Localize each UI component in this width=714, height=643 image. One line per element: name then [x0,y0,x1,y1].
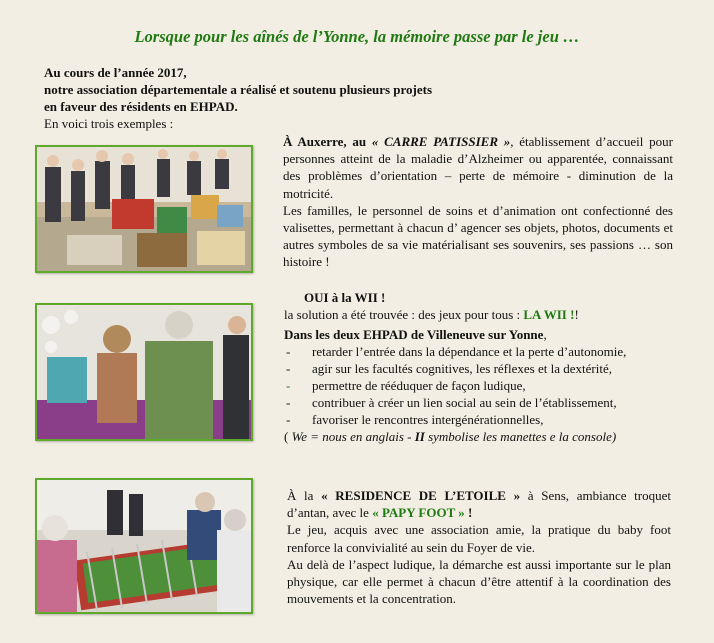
intro-line-1: Au cours de l’année 2017, [44,65,187,80]
section3-lead: À la [287,488,322,503]
intro-line-4: En voici trois exemples : [44,116,174,131]
list-item: - favoriser le rencontres intergénérationnelles, [286,412,544,427]
intro-line-2: notre association départementale a réalisé et soutenu plusieurs projets [44,82,433,97]
intro-line-3: en faveur des résidents en EHPAD. [44,99,238,114]
intro-block [44,64,432,132]
section-carre-patissier [283,133,673,271]
section1-paragraph-2: Les familles, le personnel de soins et d’animation ont confectionné des valisettes, permettant à chacun d’ agencer ses objets, photos, documents et autres symboles de sa vie matérialisant ses souvenirs, ses passions … son histoire ! [283,202,673,270]
photo-papy-foot [35,478,253,614]
section2-header: OUI à la WII ! [304,290,386,305]
section2-solution: la solution a été trouvée : des jeux pour tous : LA WII !! [284,307,579,322]
list-item: - agir sur les facultés cognitives, les réflexes et la dextérité, [286,361,612,376]
section1-description: , établissement d’accueil pour personnes atteint de la maladie d’Alzheimer ou apparentée, connaissant des problèmes d’orientation – perte de mémoire - diminution de la motricité. [283,134,673,201]
section3-paragraph-3: Au delà de l’aspect ludique, la démarche est aussi importante sur le plan physique, car elle permet à chacun d’être attentif à la coordination des mouvements et la concentration. [287,556,671,607]
section-residence-etoile: À la « RESIDENCE DE L’ETOILE » à Sens, ambiance troquet d’antan, avec le « PAPY FOOT » ! Le jeu, acquis avec une association amie, la pratique du baby foot renforce la convivialité au sein du Foyer de vie. Au delà de l’aspect ludique, la démarche est aussi importante sur le plan physique, car elle permet à chacun d’être attentif à la coordination des mouvements et la concentration. [287,488,671,607]
section1-lead: À Auxerre, au [283,134,372,149]
wii-benefits-list [284,343,684,428]
photo-carre-patissier [35,145,253,273]
section2-subhead: Dans les deux EHPAD de Villeneuve sur Yonne, [284,327,547,342]
papy-foot-highlight: « PAPY FOOT » [372,505,465,521]
list-item: - retarder l’entrée dans la dépendance et la perte d’autonomie, [286,344,627,359]
list-item: - permettre de rééduquer de façon ludique, [286,378,526,393]
page-title: Lorsque pour les aînés de l’Yonne, la mémoire passe par le jeu … [134,27,580,46]
wii-note: ( We = nous en anglais - II symbolise les manettes e la console) [284,429,617,444]
section-wii [284,289,684,445]
section3-place: « RESIDENCE DE L’ETOILE » [321,488,521,503]
list-item: - contribuer à créer un lien social au sein de l’établissement, [286,395,617,410]
wii-highlight: LA WII ! [523,307,575,322]
section1-place: « CARRE PATISSIER » [371,134,511,149]
section3-paragraph-2: Le jeu, acquis avec une association amie, la pratique du baby foot renforce la convivialité au sein du Foyer de vie. [287,522,671,555]
photo-wii [35,303,253,441]
